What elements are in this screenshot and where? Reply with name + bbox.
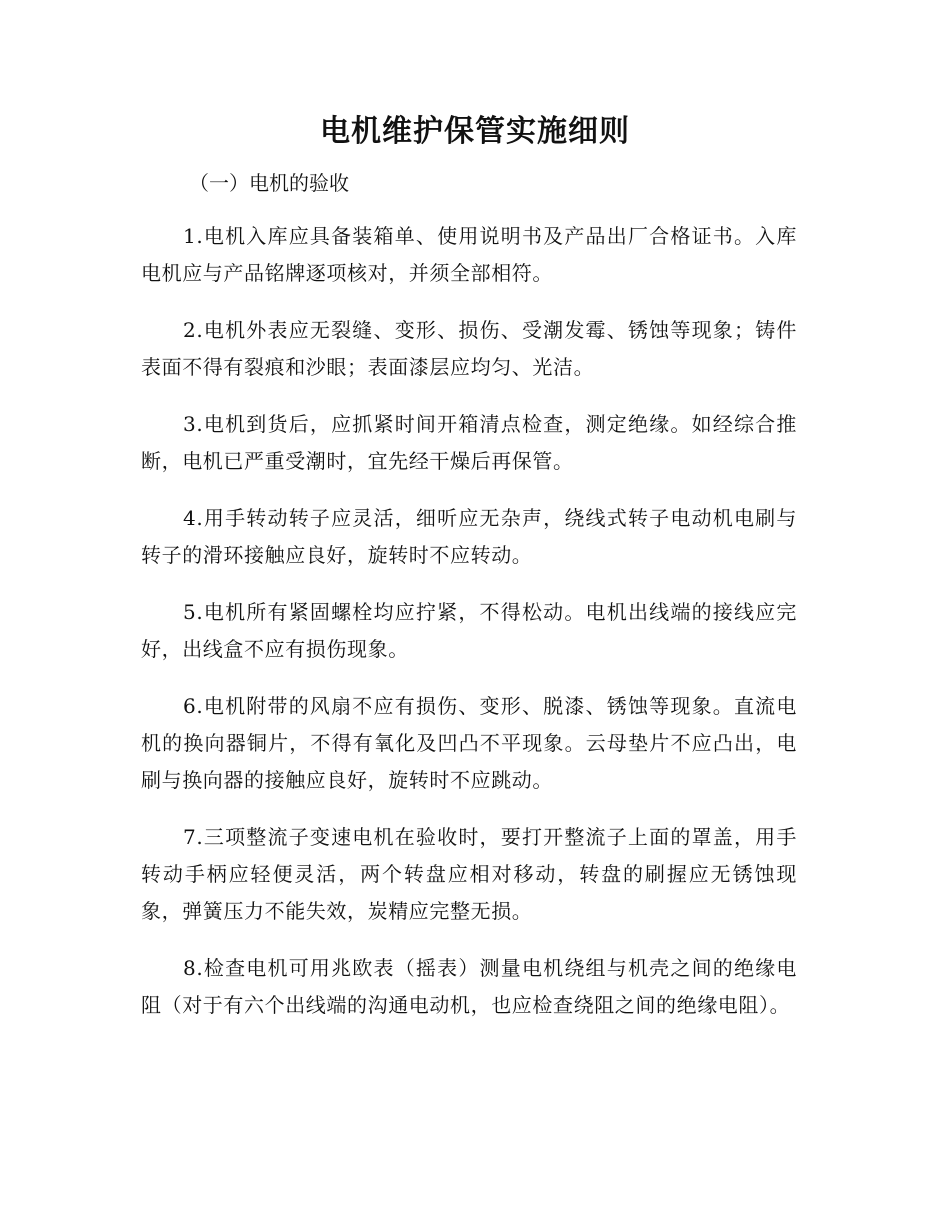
document-title: 电机维护保管实施细则 (320, 114, 630, 149)
paragraph-4: 4.用手转动转子应灵活，细听应无杂声，绕线式转子电动机电刷与转子的滑环接触应良好，旋转时不应转动。 (141, 506, 797, 567)
document-body (141, 218, 797, 1044)
paragraph-2: 2.电机外表应无裂缝、变形、损伤、受潮发霉、锈蚀等现象；铸件表面不得有裂痕和沙眼；表面漆层应均匀、光洁。 (141, 318, 797, 379)
paragraph-6: 6.电机附带的风扇不应有损伤、变形、脱漆、锈蚀等现象。直流电机的换向器铜片，不得有氧化及凹凸不平现象。云母垫片不应凸出，电刷与换向器的接触应良好，旋转时不应跳动。 (141, 694, 797, 792)
paragraph-7: 7.三项整流子变速电机在验收时，要打开整流子上面的罩盖，用手转动手柄应轻便灵活，两个转盘应相对移动，转盘的刷握应无锈蚀现象，弹簧压力不能失效，炭精应完整无损。 (141, 825, 797, 923)
paragraph-8: 8.检查电机可用兆欧表（摇表）测量电机绕组与机壳之间的绝缘电阻（对于有六个出线端的沟通电动机，也应检查绕阻之间的绝缘电阻）。 (141, 956, 797, 1017)
paragraph-5: 5.电机所有紧固螺栓均应拧紧，不得松动。电机出线端的接线应完好，出线盒不应有损伤现象。 (141, 600, 797, 661)
paragraph-3: 3.电机到货后，应抓紧时间开箱清点检查，测定绝缘。如经综合推断，电机已严重受潮时，宜先经干燥后再保管。 (141, 412, 797, 473)
section-heading: （一）电机的验收 (189, 171, 349, 195)
paragraph-1: 1.电机入库应具备装箱单、使用说明书及产品出厂合格证书。入库电机应与产品铭牌逐项核对，并须全部相符。 (141, 224, 797, 285)
